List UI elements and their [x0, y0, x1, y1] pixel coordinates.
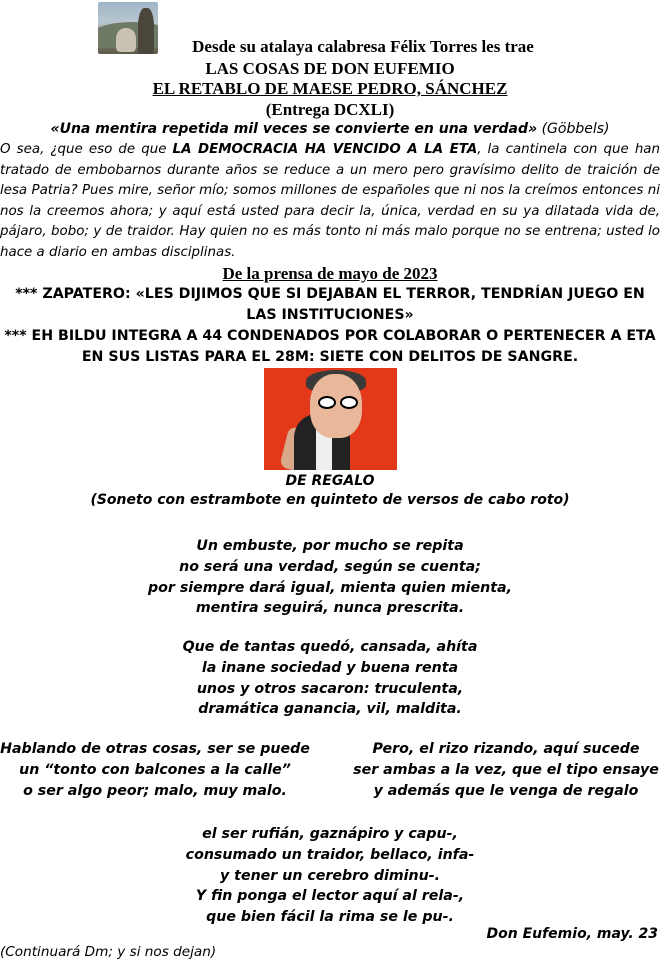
verse: unos y otros sacaron: truculenta, — [196, 680, 464, 697]
intro-highlight: LA DEMOCRACIA HA VENCIDO A LA ETA — [172, 142, 478, 157]
epigraph-text: «Una mentira repetida mil veces se convierte en una verdad» — [50, 121, 538, 137]
poem-stanza-5 — [0, 824, 660, 928]
poem-stanza-3 — [0, 739, 310, 801]
verse: un “tonto con balcones a la calle” — [19, 761, 291, 778]
verse: que bien fácil la rima se le pu-. — [206, 909, 454, 926]
header-byline: Desde su atalaya calabresa Félix Torres les trae — [192, 37, 534, 56]
verse: Hablando de otras cosas, ser se puede — [0, 741, 310, 757]
poem-stanza-1 — [0, 536, 660, 619]
article-title: EL RETABLO DE MAESE PEDRO, SÁNCHEZ — [152, 79, 508, 98]
poem-stanza-4 — [352, 739, 660, 801]
column-title: LAS COSAS DE DON EUFEMIO — [205, 59, 455, 78]
press-heading: De la prensa de mayo de 2023 — [222, 264, 438, 283]
verse: y además que le venga de regalo — [373, 782, 639, 799]
epigraph-author: (Göbbels) — [541, 121, 610, 137]
verse: por siempre dará igual, mienta quien mienta, — [148, 579, 512, 596]
intro-paragraph — [0, 140, 660, 264]
intro-text-2: , la cantinela con que han tratado de embobarnos durante años se reduce a un mero pero gravísimo delito de traición de lesa Patria? Pues mire, señor mío; somos millones de españoles que ni nos la creímos entonces ni nos la creemos ahora; y aquí está usted para decir la, única, verdad en su ya dilatada vida de, pájaro, bobo; y de traidor. Hay quien no es más tonto ni más malo porque no se entrena; usted lo hace a diario en ambas disciplinas. — [0, 142, 660, 260]
continuation-note: (Continuará Dm; y si nos dejan) — [0, 944, 217, 960]
signature: Don Eufemio, may. 23 — [486, 926, 658, 942]
verse: ser ambas a la vez, que el tipo ensaye — [353, 761, 659, 778]
verse: no será una verdad, según se cuenta; — [179, 558, 481, 575]
verse: consumado un traidor, bellaco, infa- — [185, 846, 475, 863]
verse: y tener un cerebro diminu-. — [219, 867, 441, 884]
verse: el ser rufián, gaznápiro y capu-, — [202, 826, 458, 842]
poem-stanza-2 — [0, 637, 660, 720]
verse: la inane sociedad y buena renta — [201, 659, 459, 676]
verse: mentira seguirá, nunca prescrita. — [195, 600, 465, 617]
press-item-zapatero: *** ZAPATERO: «LES DIJIMOS QUE SI DEJABAN EL TERROR, TENDRÍAN JUEGO EN LAS INSTITUCIONES» — [15, 286, 645, 323]
verse: o ser algo peor; malo, muy malo. — [23, 782, 287, 799]
verse: Que de tantas quedó, cansada, ahíta — [182, 639, 478, 655]
verse: Y fin ponga el lector aquí al rela-, — [195, 888, 465, 905]
caricature-image — [264, 368, 397, 470]
verse: Un embuste, por mucho se repita — [196, 538, 464, 554]
epigraph — [0, 121, 660, 137]
verse: Pero, el rizo rizando, aquí sucede — [372, 741, 640, 757]
poem-title: DE REGALO — [285, 473, 375, 489]
poem-subtitle: (Soneto con estrambote en quinteto de versos de cabo roto) — [90, 492, 570, 508]
verse: dramática ganancia, vil, maldita. — [198, 701, 462, 718]
press-item-bildu: *** EH BILDU INTEGRA A 44 CONDENADOS POR COLABORAR O PERTENECER A ETA EN SUS LISTAS PARA EL 28M: SIETE CON DELITOS DE SANGRE. — [4, 328, 656, 365]
intro-text-1: O sea, ¿que eso de que — [0, 142, 173, 157]
installment-number: (Entrega DCXLI) — [265, 100, 395, 119]
